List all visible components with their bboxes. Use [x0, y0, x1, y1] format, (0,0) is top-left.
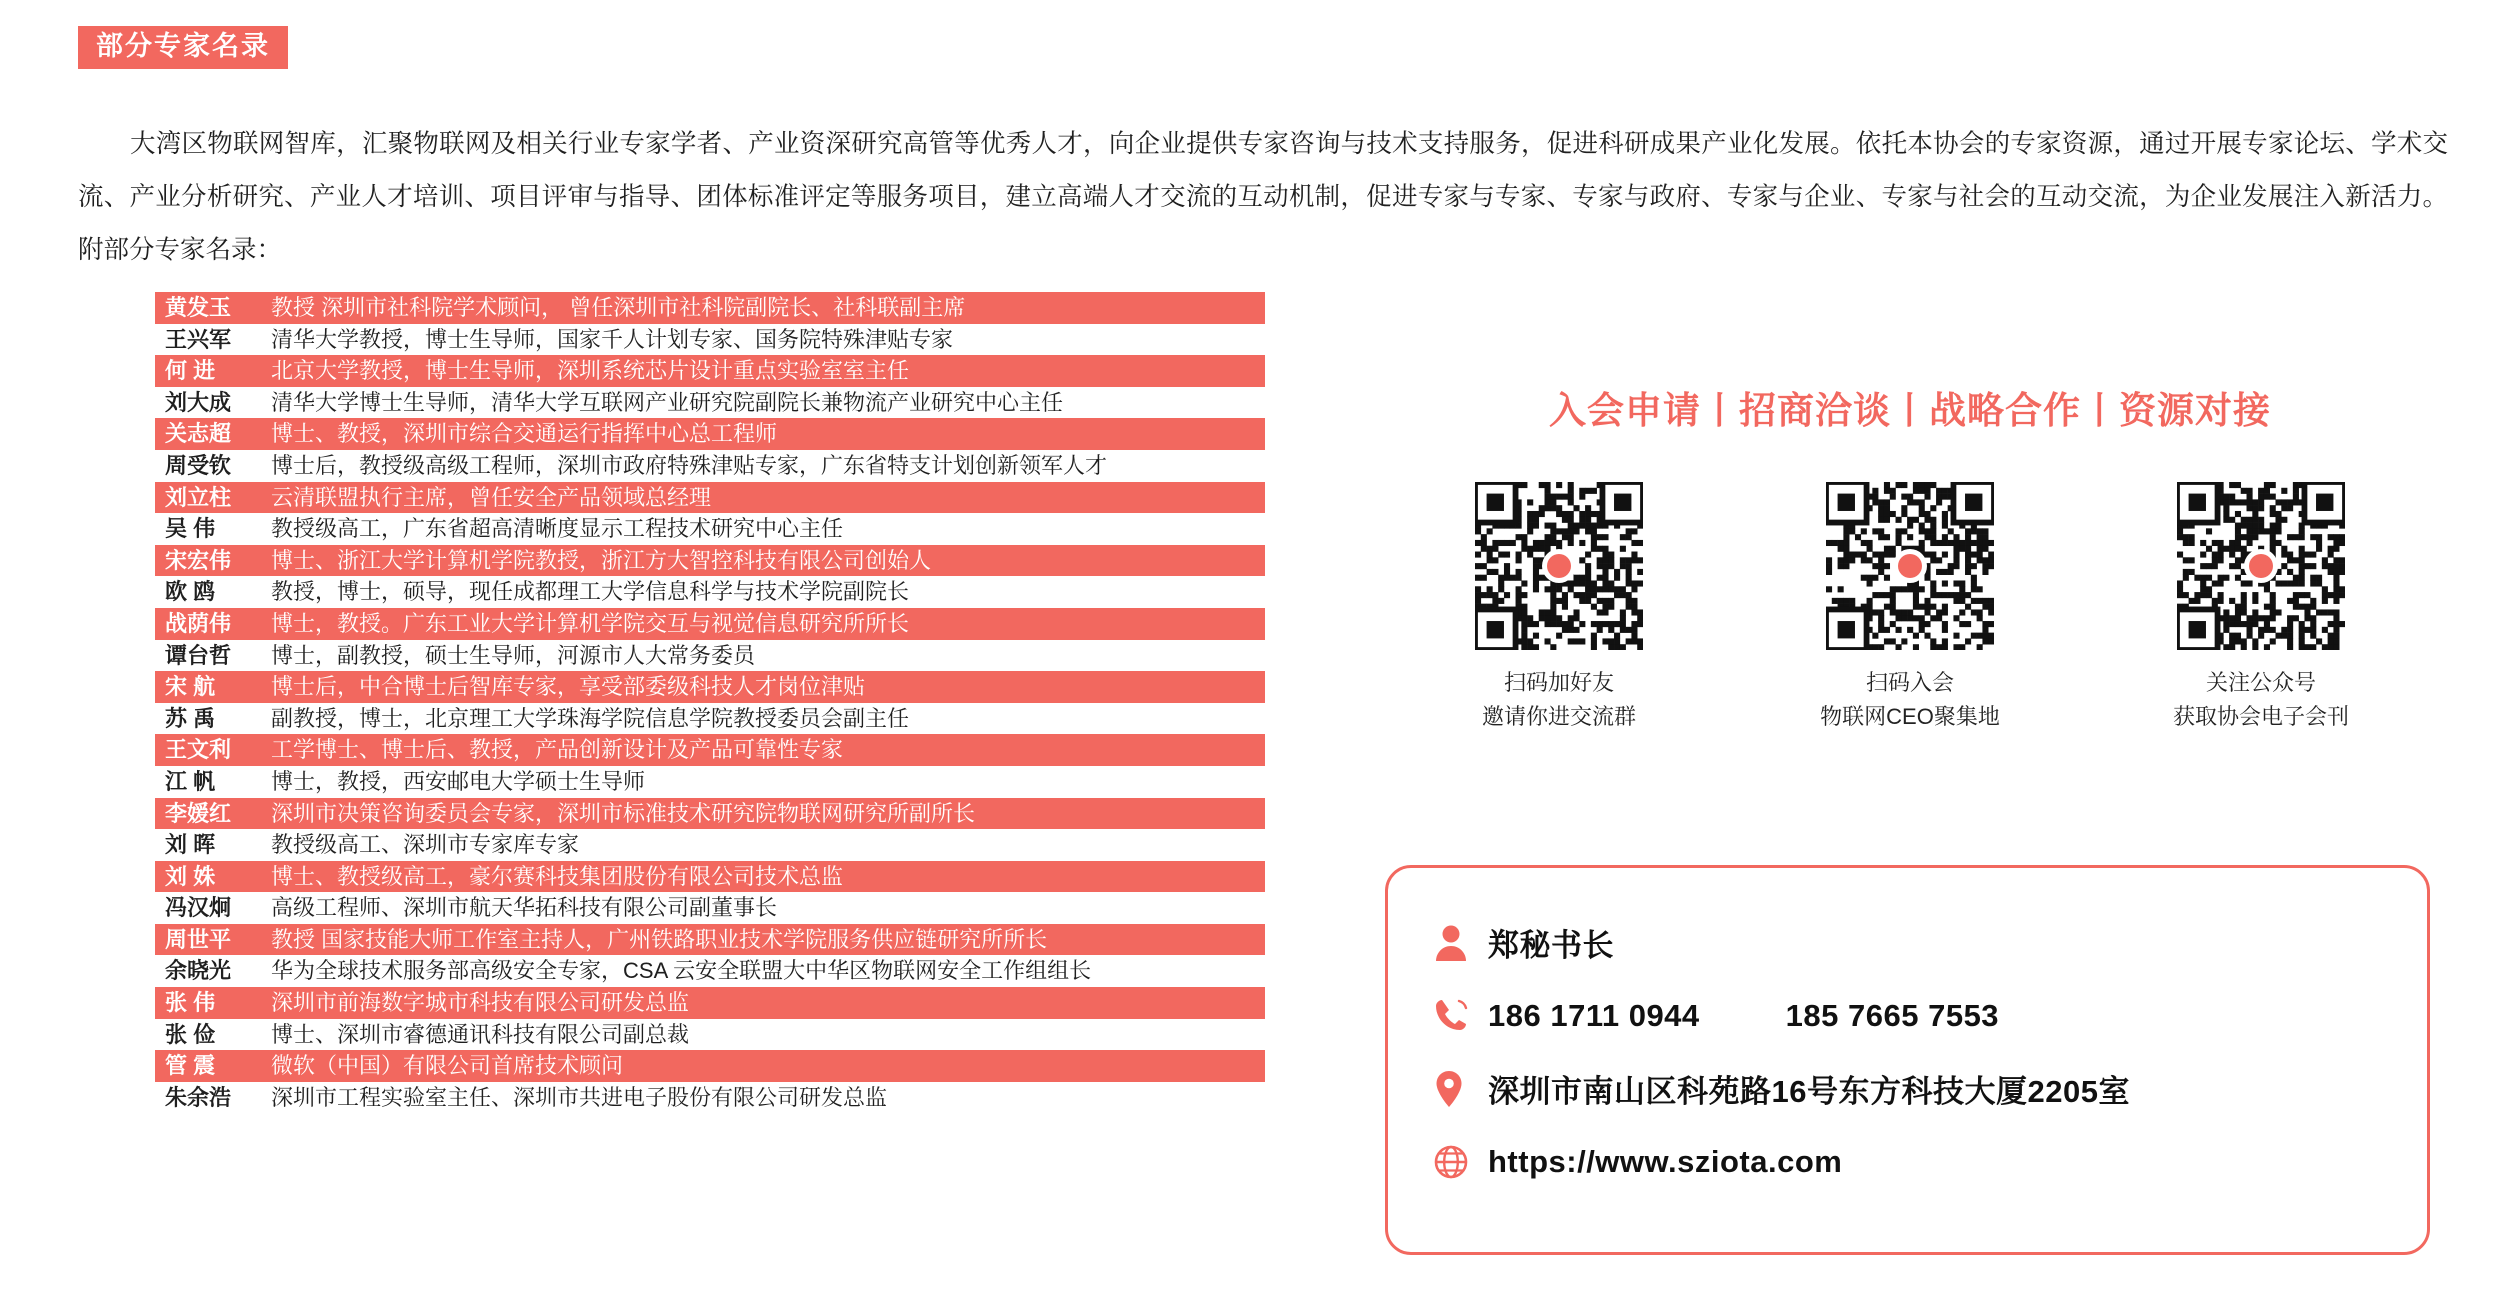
expert-description: 教授 深圳市社科院学术顾问， 曾任深圳市社科院副院长、社科联副主席	[271, 295, 966, 320]
qr-caption-line-2: 获取协会电子会刊	[2172, 704, 2349, 729]
contact-phone-2: 185 7665 7553	[1785, 997, 2000, 1033]
expert-row	[155, 640, 1265, 672]
expert-name: 刘大成	[165, 389, 232, 415]
expert-row	[155, 924, 1265, 956]
expert-name: 王兴军	[165, 326, 232, 352]
expert-name: 王文利	[165, 737, 232, 763]
expert-name: 欧 鸥	[165, 579, 216, 605]
expert-description: 博士、教授级高工，豪尔赛科技集团股份有限公司技术总监	[271, 863, 844, 889]
expert-name: 吴 伟	[165, 516, 216, 542]
expert-name: 谭台哲	[165, 642, 232, 668]
qr-code-icon	[1826, 482, 1994, 650]
expert-row	[155, 418, 1265, 450]
expert-description: 微软（中国）有限公司首席技术顾问	[271, 1053, 624, 1079]
expert-description: 博士，教授，西安邮电大学硕士生导师	[271, 768, 646, 794]
expert-row	[155, 482, 1265, 514]
expert-name: 冯汉炯	[165, 895, 232, 921]
contact-name-line	[1434, 906, 2381, 979]
qr-code-icon	[2177, 482, 2345, 650]
qr-caption-line-2: 邀请你进交流群	[1481, 704, 1636, 729]
qr-code-block	[2116, 482, 2406, 734]
expert-row	[155, 703, 1265, 735]
section-title: 部分专家名录	[78, 26, 288, 69]
expert-row	[155, 1082, 1265, 1114]
expert-name: 关志超	[165, 421, 232, 447]
qr-code-row	[1390, 482, 2430, 734]
expert-description: 云清联盟执行主席，曾任安全产品领域总经理	[271, 484, 712, 510]
qr-caption-line-1: 关注公众号	[2205, 670, 2316, 695]
expert-name: 苏 禹	[165, 705, 216, 731]
expert-row	[155, 292, 1265, 324]
expert-row	[155, 324, 1265, 356]
expert-description: 深圳市前海数字城市科技有限公司研发总监	[271, 990, 690, 1016]
expert-name: 周受钦	[165, 452, 232, 478]
expert-name: 刘立柱	[165, 484, 232, 510]
expert-row	[155, 671, 1265, 703]
qr-code-caption	[1765, 666, 2055, 734]
expert-description: 教授，博士，硕导，现任成都理工大学信息科学与技术学院副院长	[271, 579, 910, 605]
expert-row	[155, 1050, 1265, 1082]
expert-row	[155, 1019, 1265, 1051]
expert-row	[155, 766, 1265, 798]
expert-name: 余晓光	[165, 958, 232, 984]
expert-name: 宋 航	[165, 674, 216, 700]
expert-description: 博士，教授。广东工业大学计算机学院交互与视觉信息研究所所长	[271, 610, 910, 636]
membership-promo-section	[1390, 380, 2430, 734]
expert-name: 刘 晖	[165, 832, 216, 858]
expert-name: 刘 姝	[165, 863, 216, 889]
contact-phone-line	[1434, 979, 2381, 1052]
contact-card	[1385, 865, 2430, 1255]
expert-description: 副教授，博士，北京理工大学珠海学院信息学院教授委员会副主任	[271, 705, 910, 731]
contact-address: 深圳市南山区科苑路16号东方科技大厦2205室	[1488, 1074, 2130, 1109]
person-icon	[1434, 924, 1488, 962]
expert-description: 北京大学教授，博士生导师，深圳系统芯片设计重点实验室室主任	[271, 358, 910, 384]
expert-name: 黄发玉	[165, 295, 232, 320]
qr-caption-line-1: 扫码入会	[1865, 670, 1954, 695]
location-pin-icon	[1434, 1070, 1488, 1108]
expert-description: 博士，副教授，硕士生导师，河源市人大常务委员	[271, 642, 756, 668]
expert-name: 战荫伟	[165, 610, 232, 636]
expert-row	[155, 955, 1265, 987]
promo-title: 入会申请丨招商洽谈丨战略合作丨资源对接	[1549, 390, 2271, 431]
qr-code-block	[1414, 482, 1704, 734]
contact-name: 郑秘书长	[1488, 928, 1614, 963]
expert-description: 工学博士、博士后、教授，产品创新设计及产品可靠性专家	[271, 737, 844, 763]
expert-description: 清华大学博士生导师，清华大学互联网产业研究院副院长兼物流产业研究中心主任	[271, 389, 1064, 415]
qr-caption-line-2: 物联网CEO聚集地	[1820, 704, 2000, 729]
expert-name: 何 进	[165, 358, 216, 384]
qr-code-caption	[1414, 666, 1704, 734]
expert-row	[155, 892, 1265, 924]
expert-row	[155, 387, 1265, 419]
qr-code-block	[1765, 482, 2055, 734]
expert-name: 张 俭	[165, 1021, 216, 1047]
expert-description: 教授 国家技能大师工作室主持人，广州铁路职业技术学院服务供应链研究所所长	[271, 926, 1048, 952]
expert-description: 博士后，中合博士后智库专家，享受部委级科技人才岗位津贴	[271, 674, 866, 700]
globe-icon	[1434, 1145, 1488, 1179]
intro-paragraph: 大湾区物联网智库，汇聚物联网及相关行业专家学者、产业资深研究高管等优秀人才，向企业提供专家咨询与技术支持服务，促进科研成果产业化发展。依托本协会的专家资源，通过开展专家论坛、学术交流、产业分析研究、产业人才培训、项目评审与指导、团体标准评定等服务项目，建立高端人才交流的互动机制，促进专家与专家、专家与政府、专家与企业、专家与社会的互动交流，为企业发展注入新活力。附部分专家名录：	[78, 130, 2448, 264]
expert-row	[155, 545, 1265, 577]
expert-row	[155, 798, 1265, 830]
expert-row	[155, 734, 1265, 766]
expert-row	[155, 608, 1265, 640]
phone-icon	[1434, 998, 1488, 1034]
expert-description: 高级工程师、深圳市航天华拓科技有限公司副董事长	[271, 895, 778, 921]
expert-description: 博士后，教授级高级工程师，深圳市政府特殊津贴专家，广东省特支计划创新领军人才	[271, 452, 1108, 478]
qr-code-icon	[1475, 482, 1643, 650]
expert-row	[155, 450, 1265, 482]
expert-description: 博士、教授，深圳市综合交通运行指挥中心总工程师	[271, 421, 778, 447]
contact-address-line	[1434, 1052, 2381, 1125]
expert-row	[155, 829, 1265, 861]
expert-row	[155, 355, 1265, 387]
expert-row	[155, 513, 1265, 545]
expert-description: 教授级高工、深圳市专家库专家	[271, 832, 580, 858]
expert-name: 管 震	[165, 1053, 216, 1079]
expert-name: 江 帆	[165, 768, 216, 794]
expert-row	[155, 861, 1265, 893]
expert-description: 清华大学教授，博士生导师，国家千人计划专家、国务院特殊津贴专家	[271, 326, 954, 352]
expert-name: 张 伟	[165, 990, 216, 1016]
expert-name: 宋宏伟	[165, 547, 232, 573]
expert-description: 教授级高工，广东省超高清晰度显示工程技术研究中心主任	[271, 516, 844, 542]
expert-description: 博士、浙江大学计算机学院教授，浙江方大智控科技有限公司创始人	[271, 547, 932, 573]
expert-name: 朱余浩	[165, 1084, 232, 1110]
qr-code-caption	[2116, 666, 2406, 734]
expert-row	[155, 576, 1265, 608]
expert-list	[155, 292, 1265, 1113]
expert-name: 李媛红	[165, 800, 232, 826]
expert-row	[155, 987, 1265, 1019]
expert-description: 博士、深圳市睿德通讯科技有限公司副总裁	[271, 1021, 690, 1047]
contact-website-line[interactable]	[1434, 1125, 2381, 1198]
contact-phones	[1488, 998, 1999, 1034]
expert-description: 华为全球技术服务部高级安全专家，CSA 云安全联盟大中华区物联网安全工作组组长	[271, 958, 1092, 984]
qr-caption-line-1: 扫码加好友	[1503, 670, 1614, 695]
contact-phone-1: 186 1711 0944	[1488, 997, 1700, 1033]
expert-description: 深圳市决策咨询委员会专家，深圳市标准技术研究院物联网研究所副所长	[271, 800, 976, 826]
expert-description: 深圳市工程实验室主任、深圳市共进电子股份有限公司研发总监	[271, 1084, 888, 1110]
contact-website[interactable]: https://www.sziota.com	[1488, 1143, 1843, 1179]
expert-name: 周世平	[165, 926, 232, 952]
